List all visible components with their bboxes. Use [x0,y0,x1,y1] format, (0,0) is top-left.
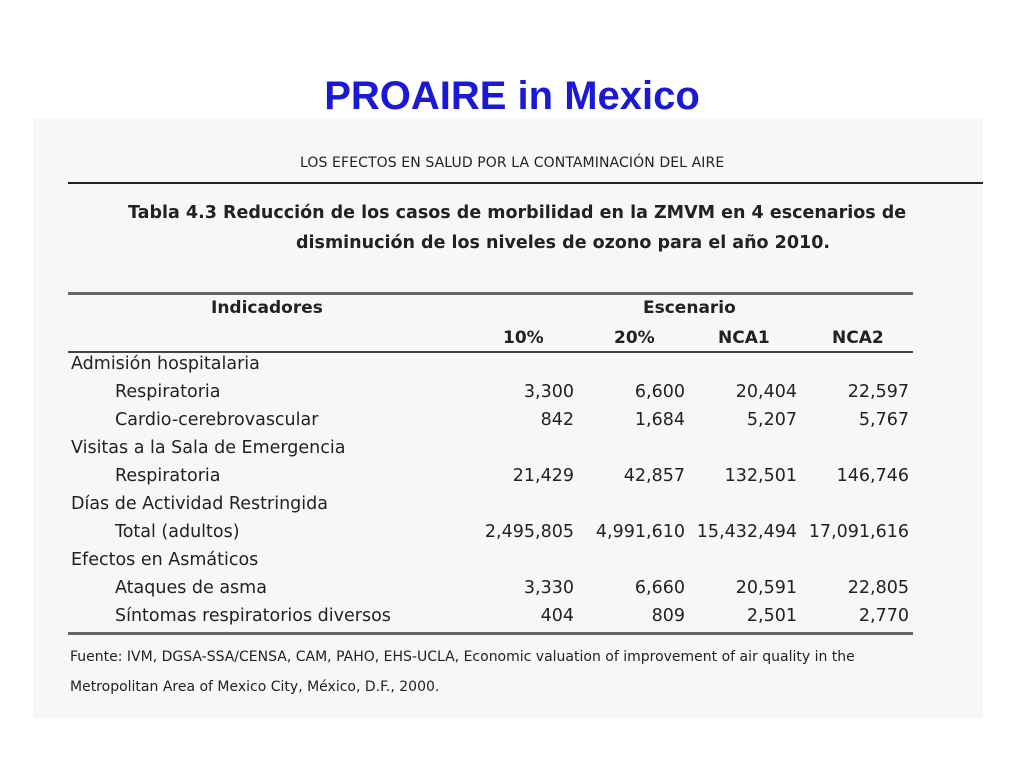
table-row [68,578,913,606]
table-caption-line2: disminución de los niveles de ozono para el año 2010. [296,233,831,253]
cell-value: 2,495,805 [484,522,574,542]
header-scenario-10: 10% [503,328,544,348]
row-label: Ataques de asma [115,578,267,598]
row-label: Respiratoria [115,466,221,486]
source-line1: Fuente: IVM, DGSA-SSA/CENSA, CAM, PAHO, EHS-UCLA, Economic valuation of improvement of air quality in the [70,649,855,665]
group-label: Visitas a la Sala de Emergencia [71,438,346,458]
header-indicadores: Indicadores [211,298,323,318]
cell-value: 21,429 [512,466,574,486]
table-group-row [68,354,913,382]
row-label: Total (adultos) [115,522,240,542]
row-label: Síntomas respiratorios diversos [115,606,391,626]
header-scenario-nca2: NCA2 [832,328,884,348]
cell-value: 2,770 [858,606,909,626]
table-group-row [68,494,913,522]
table-row [68,410,913,438]
header-rule [68,182,983,184]
cell-value: 20,591 [735,578,797,598]
cell-value: 5,207 [746,410,797,430]
header-scenario-20: 20% [614,328,655,348]
cell-value: 132,501 [724,466,797,486]
header-escenario: Escenario [643,298,736,318]
cell-value: 5,767 [858,410,909,430]
table-caption-line1: Tabla 4.3 Reducción de los casos de morbilidad en la ZMVM en 4 escenarios de [128,203,907,223]
cell-value: 2,501 [746,606,797,626]
table-row [68,382,913,410]
cell-value: 404 [540,606,574,626]
cell-value: 20,404 [735,382,797,402]
cell-value: 22,597 [847,382,909,402]
row-label: Cardio-cerebrovascular [115,410,319,430]
source-note [70,642,930,702]
cell-value: 42,857 [623,466,685,486]
table-row [68,522,913,550]
cell-value: 3,330 [523,578,574,598]
source-line2: Metropolitan Area of Mexico City, México, D.F., 2000. [70,679,440,695]
header-scenario-nca1: NCA1 [718,328,770,348]
table-row [68,466,913,494]
table-caption [128,198,928,258]
cell-value: 4,991,610 [595,522,685,542]
cell-value: 1,684 [634,410,685,430]
table-top-rule [68,292,913,295]
cell-value: 17,091,616 [808,522,909,542]
table-group-row [68,438,913,466]
cell-value: 809 [651,606,685,626]
cell-value: 146,746 [836,466,909,486]
group-label: Días de Actividad Restringida [71,494,328,514]
running-header: LOS EFECTOS EN SALUD POR LA CONTAMINACIÓN DEL AIRE [300,155,725,171]
cell-value: 842 [540,410,574,430]
slide-title: PROAIRE in Mexico [324,74,700,118]
group-label: Admisión hospitalaria [71,354,260,374]
cell-value: 22,805 [847,578,909,598]
cell-value: 3,300 [523,382,574,402]
table-bottom-rule [68,632,913,635]
row-label: Respiratoria [115,382,221,402]
cell-value: 15,432,494 [696,522,797,542]
group-label: Efectos en Asmáticos [71,550,259,570]
cell-value: 6,660 [634,578,685,598]
table-group-row [68,550,913,578]
table-row [68,606,913,634]
cell-value: 6,600 [634,382,685,402]
table-header-rule [68,351,913,353]
